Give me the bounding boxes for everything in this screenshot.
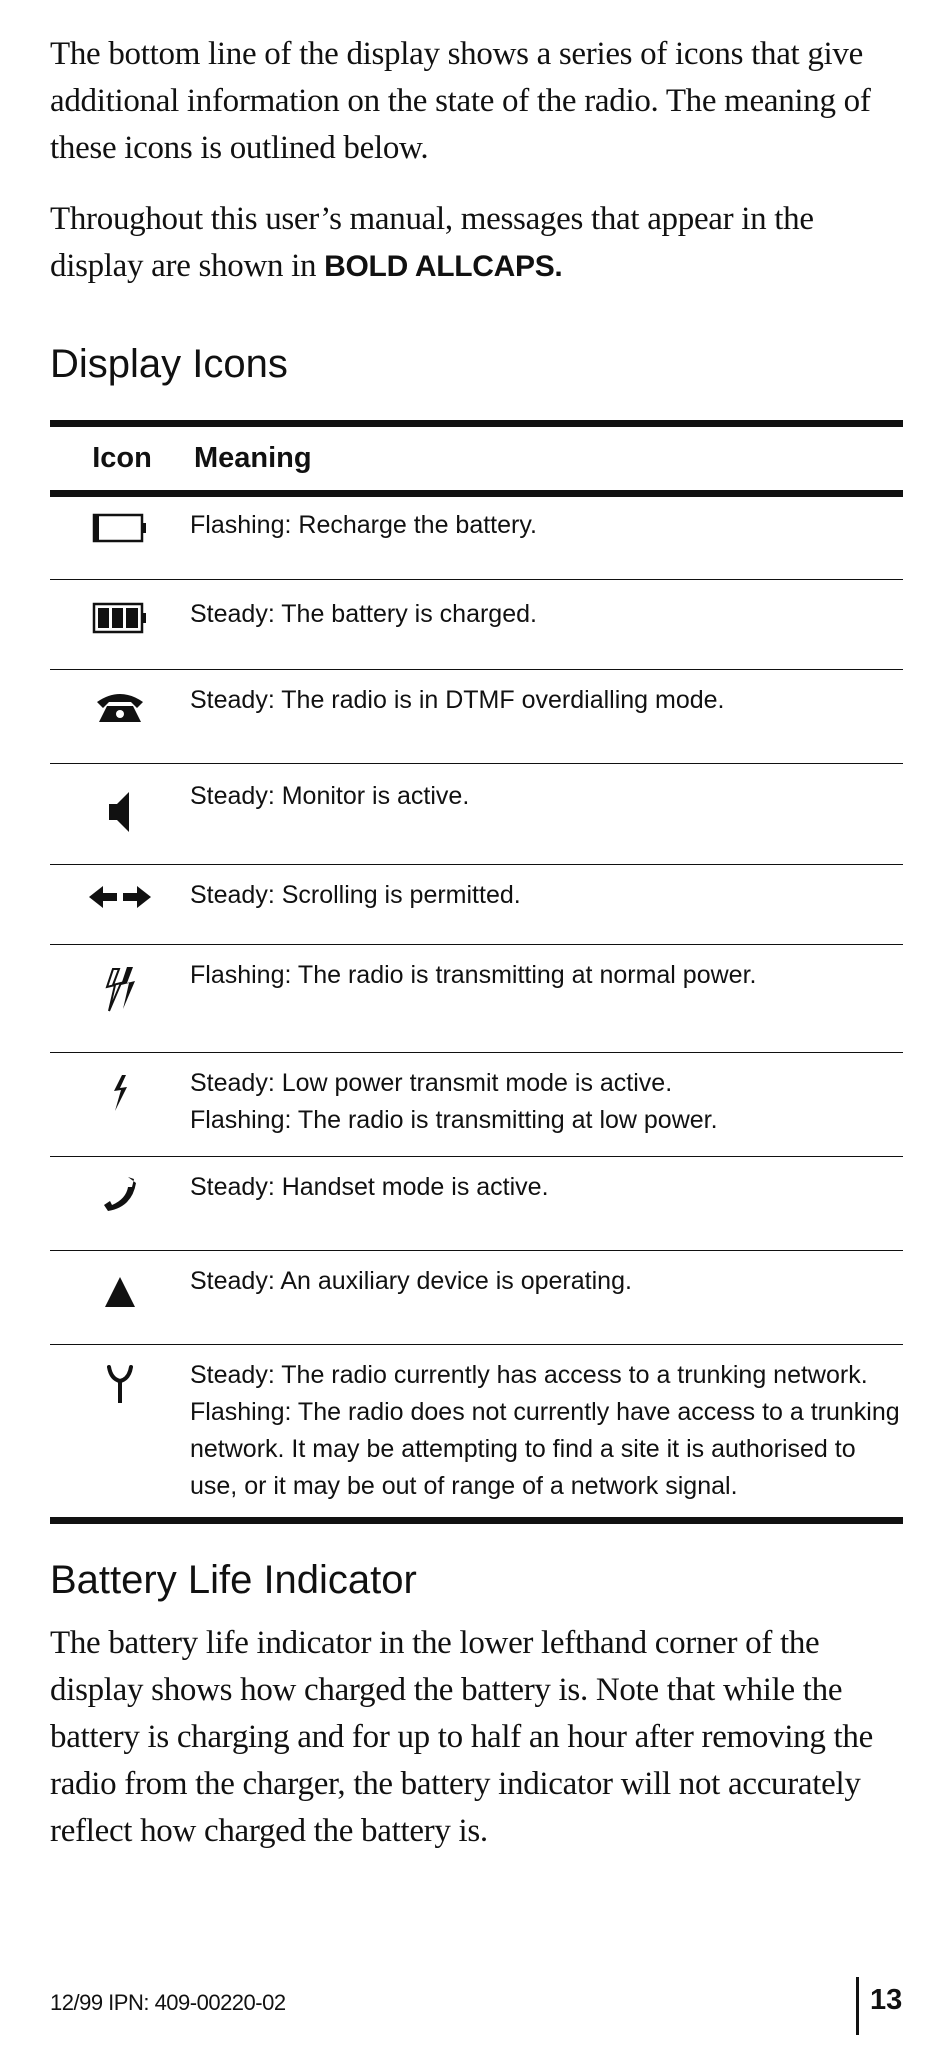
battery-empty-icon [92,511,148,579]
meaning-line: Flashing: The radio does not currently have access to a trunking [190,1398,900,1426]
table-row [50,1345,903,1517]
table-row [50,764,903,865]
antenna-icon [105,1365,135,1517]
row-meaning [190,865,903,944]
table-header-rule [50,490,903,497]
bold-allcaps-example: BOLD ALLCAPS. [324,250,563,283]
meaning-line: use, or it may be out of range of a network signal. [190,1472,738,1500]
telephone-icon [95,688,145,763]
lightning-icon [110,1073,130,1156]
speaker-icon [105,790,135,864]
meaning-line: Flashing: Recharge the battery. [190,511,537,539]
battery-life-heading: Battery Life Indicator [50,1558,417,1602]
battery-full-icon [92,602,148,669]
meaning-line: Steady: Monitor is active. [190,782,470,810]
meaning-line: network. It may be attempting to find a site it is authorised to [190,1435,856,1463]
header-icon: Icon [92,442,152,474]
row-meaning [190,1251,903,1344]
table-row [50,1251,903,1345]
double-lightning-icon [103,965,137,1052]
footer-divider [856,1977,859,2035]
row-meaning [190,497,903,579]
table-row [50,945,903,1053]
header-meaning: Meaning [194,442,312,474]
intro-paragraph-2-text: Throughout this user’s manual, messages that appear in the display are shown in [50,201,814,284]
page-number: 13 [870,1984,903,2016]
footer-document-id: 12/99 IPN: 409-00220-02 [50,1990,286,2015]
row-meaning [190,1345,903,1517]
meaning-line: Flashing: The radio is transmitting at low power. [190,1106,718,1134]
display-icons-heading: Display Icons [50,342,288,386]
table-row [50,1157,903,1251]
row-meaning [190,580,903,669]
meaning-line: Steady: An auxiliary device is operating. [190,1267,632,1295]
table-bottom-rule [50,1517,903,1524]
meaning-line: Flashing: The radio is transmitting at normal power. [190,961,757,989]
triangle-icon [103,1275,137,1344]
scroll-arrows-icon [87,883,153,944]
row-meaning [190,1157,903,1250]
table-row [50,865,903,945]
meaning-line: Steady: Scrolling is permitted. [190,881,521,909]
table-row [50,1053,903,1157]
display-icons-table [50,420,903,1524]
intro-paragraph-2 [50,196,903,290]
row-meaning [190,670,903,763]
battery-life-paragraph: The battery life indicator in the lower lefthand corner of the display shows how charged the battery is. Note that while the battery is charging and for up to half an hour after removing the radio from the charger, the battery indicator will not accurately reflect how charged the battery is. [50,1625,873,1849]
intro-paragraph-1: The bottom line of the display shows a series of icons that give additional information on the state of the radio. The meaning of these icons is outlined below. [50,36,871,166]
table-row [50,580,903,670]
meaning-line: Steady: The radio is in DTMF overdialling mode. [190,686,725,714]
meaning-line: Steady: The battery is charged. [190,600,537,628]
meaning-line: Steady: Handset mode is active. [190,1173,549,1201]
row-meaning [190,945,903,1052]
table-header-row [50,427,903,490]
meaning-line: Steady: The radio currently has access to a trunking network. [190,1361,868,1389]
meaning-line: Steady: Low power transmit mode is active. [190,1069,673,1097]
row-meaning [190,764,903,864]
row-meaning [190,1053,903,1156]
table-row [50,670,903,764]
table-top-rule [50,420,903,427]
table-row [50,497,903,580]
handset-icon [102,1175,138,1250]
